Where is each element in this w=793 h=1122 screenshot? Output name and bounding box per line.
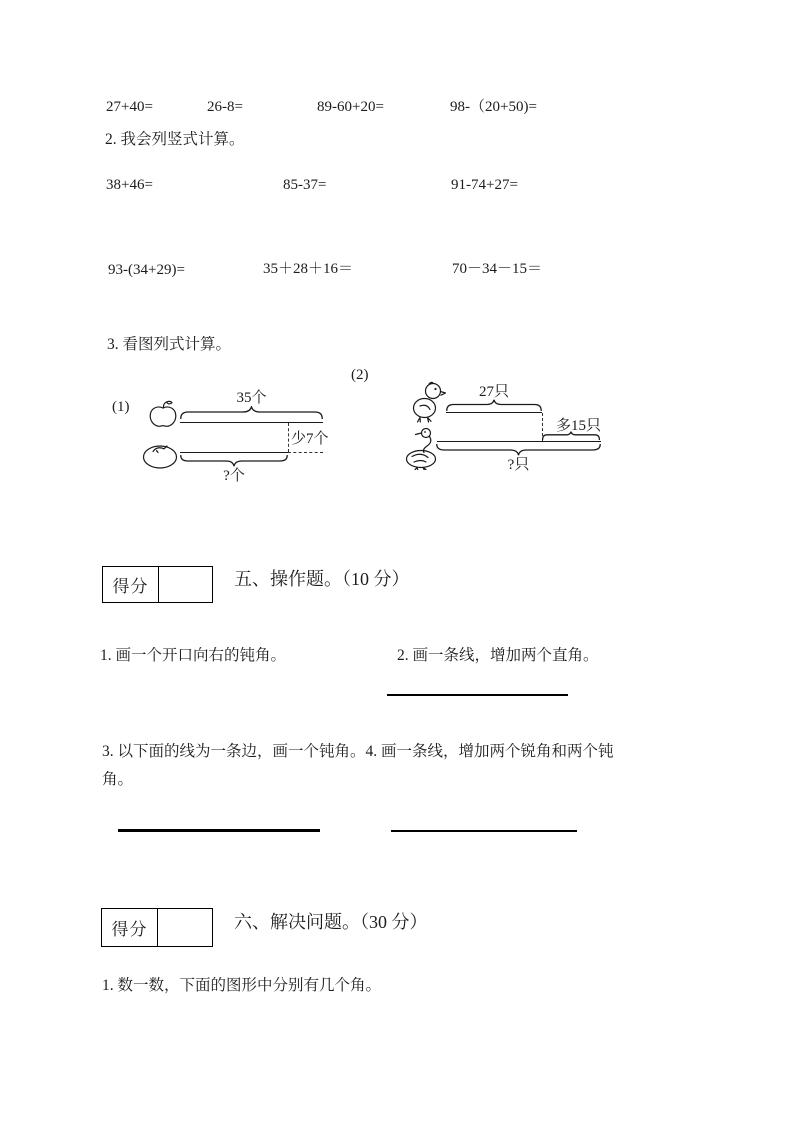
under-brace bbox=[436, 444, 601, 456]
equation: 93-(34+29)= bbox=[108, 262, 185, 278]
drawing-line-q2 bbox=[387, 694, 568, 696]
score-label: 得分 bbox=[102, 909, 158, 946]
diagram1-top-label: 35个 bbox=[236, 390, 267, 406]
question-3-heading: 3. 看图列式计算。 bbox=[107, 336, 232, 353]
section6-title: 六、解决问题。（30 分） bbox=[234, 912, 428, 932]
drawing-line-q3 bbox=[118, 829, 320, 832]
section5-q2: 2. 画一条线，增加两个直角。 bbox=[397, 647, 599, 664]
diagram1-dashed-drop bbox=[288, 423, 289, 452]
equation: 38+46= bbox=[106, 177, 153, 193]
diagram1-bottom-bar-line bbox=[180, 452, 288, 453]
score-value-cell bbox=[159, 567, 212, 602]
drawing-line-q4 bbox=[391, 830, 577, 832]
over-brace bbox=[446, 399, 542, 411]
equation: 91-74+27= bbox=[451, 177, 518, 193]
score-box bbox=[101, 908, 213, 947]
peach-icon bbox=[142, 442, 178, 469]
apple-icon bbox=[147, 400, 179, 428]
chick-icon bbox=[411, 381, 446, 423]
under-brace bbox=[180, 455, 288, 467]
score-label: 得分 bbox=[103, 567, 159, 602]
equation: 70－34－15＝ bbox=[452, 261, 543, 277]
section5-q3q4-line1: 3. 以下面的线为一条边，画一个钝角。4. 画一条线，增加两个锐角和两个钝 bbox=[102, 743, 614, 760]
diagram2-bottom-bar-line bbox=[437, 441, 601, 442]
diagram2-bottom-label: ?只 bbox=[507, 457, 530, 473]
goose-icon bbox=[403, 426, 439, 470]
section5-title: 五、操作题。（10 分） bbox=[234, 569, 410, 589]
score-box bbox=[102, 566, 213, 603]
over-brace bbox=[542, 431, 600, 440]
section6-q1: 1. 数一数，下面的图形中分别有几个角。 bbox=[102, 977, 382, 994]
diagram1-dashed-extension bbox=[288, 452, 323, 453]
diagram2-diff-label: 多15只 bbox=[556, 418, 602, 434]
over-brace bbox=[180, 406, 323, 419]
diagram1-top-bar-line bbox=[180, 422, 323, 423]
diagram1-index: (1) bbox=[112, 399, 130, 415]
diagram2-top-label: 27只 bbox=[478, 384, 509, 400]
equation: 89-60+20= bbox=[317, 99, 384, 115]
diagram1-diff-label: 少7个 bbox=[291, 431, 329, 447]
equation: 27+40= bbox=[106, 99, 153, 115]
score-value-cell bbox=[158, 909, 212, 946]
section5-q3q4-line2: 角。 bbox=[102, 771, 134, 788]
question-2-heading: 2. 我会列竖式计算。 bbox=[105, 131, 245, 148]
diagram1-bottom-label: ?个 bbox=[223, 468, 245, 484]
equation: 85-37= bbox=[283, 177, 327, 193]
equation: 98-（20+50)= bbox=[450, 99, 537, 115]
diagram2-index: (2) bbox=[351, 367, 369, 383]
equation: 26-8= bbox=[207, 99, 243, 115]
equation: 35＋28＋16＝ bbox=[263, 261, 354, 277]
section5-q1: 1. 画一个开口向右的钝角。 bbox=[100, 647, 287, 664]
diagram2-top-bar-line bbox=[446, 412, 542, 413]
